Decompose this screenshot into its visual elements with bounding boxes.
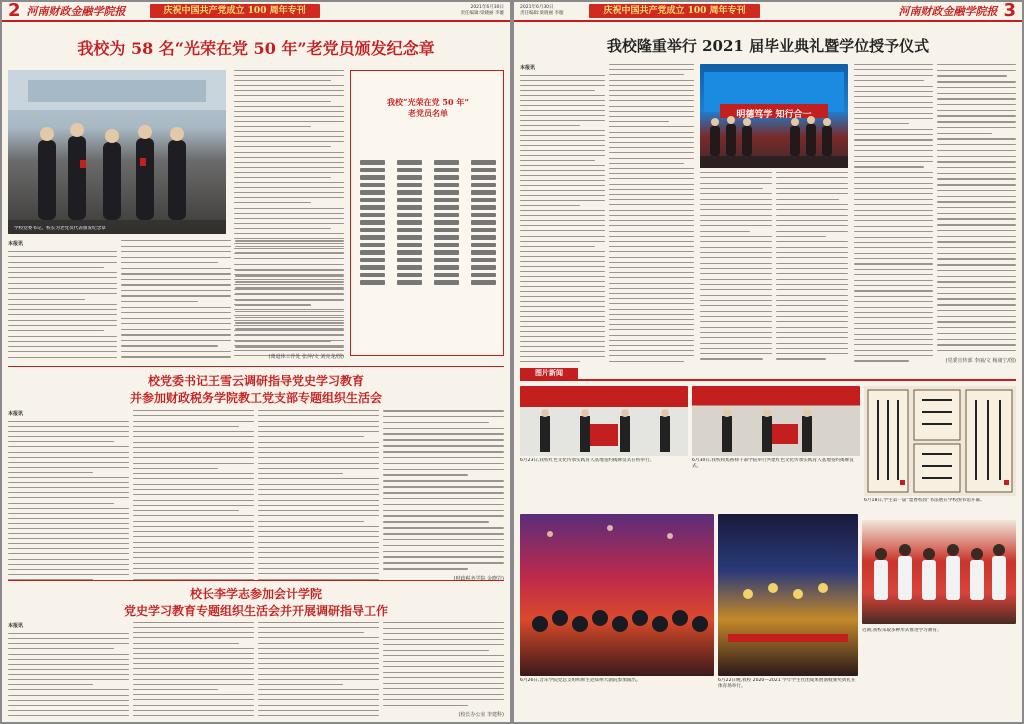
left-page-number: 2	[8, 2, 21, 21]
graduation-story-middle-columns	[700, 172, 848, 362]
study-activity-art	[862, 520, 1016, 624]
graduation-ceremony-photo	[700, 64, 848, 168]
right-date-box	[520, 5, 563, 17]
photo-news-tag: 图片新闻	[520, 368, 578, 379]
divider-2	[8, 580, 504, 581]
story-2-lead: 本报讯	[8, 411, 24, 417]
story-2-byline	[383, 575, 504, 582]
concert-art	[520, 514, 714, 676]
right-banner: 庆祝中国共产党成立 100 周年专刊	[589, 4, 759, 18]
story-3-lead: 本报讯	[8, 623, 24, 629]
left-headline-2b: 并参加财政税务学院教工党支部专题组织生活会	[129, 391, 382, 405]
right-page-number: 3	[1003, 2, 1016, 21]
names-box-title: 我校“光荣在党 50 年” 老党员名单	[387, 97, 469, 118]
story-3-columns	[8, 622, 504, 718]
gallery-photo-3	[864, 386, 1016, 496]
right-page	[514, 2, 1022, 722]
photo-1-caption: 学校党委书记、校长为老党员代表颁发纪念章	[14, 226, 106, 232]
gallery-rule	[520, 379, 1016, 381]
ceremony-banner-text: 明德笃学 知行合一	[736, 110, 812, 120]
gallery-photo-4	[520, 514, 714, 676]
story-3-byline: (校长办公室 李建科)	[458, 712, 504, 718]
graduation-story-lead: 本报讯	[520, 65, 536, 71]
right-masthead	[514, 2, 1022, 22]
left-page	[2, 2, 510, 722]
left-headline-1: 我校为 58 名“光荣在党 50 年”老党员颁发纪念章	[77, 39, 435, 58]
story-1-byline: (离退休工作处 张萍/文 刘亮龙/图)	[268, 353, 344, 360]
ceremony-photo-1	[8, 70, 226, 234]
story-2-columns	[8, 410, 504, 582]
gallery-caption-1: 6月23日,我校红色文化传承实践育人基地签约揭牌仪式在校举行。	[520, 458, 655, 463]
left-banner: 庆祝中国共产党成立 100 周年专刊	[150, 4, 320, 18]
right-headline: 我校隆重举行 2021 届毕业典礼暨学位授予仪式	[606, 37, 930, 55]
story-1-columns	[8, 240, 344, 360]
right-issue-date: 2021年6月30日	[520, 5, 554, 10]
gallery-caption-3: 6月18日,学生第一届“墨香校园”书法展在学校图书馆开幕。	[864, 498, 985, 503]
gallery-caption-4: 6月26日,音乐学院党总支组织师生赴郑州大剧院参加演出。	[520, 678, 641, 683]
left-issue-date: 2021年6月30日	[470, 5, 504, 10]
gallery-photo-1-art	[520, 386, 688, 456]
graduation-story-byline: (党委宣传部 李丽/文 杨康宁/图)	[945, 357, 1016, 364]
party-members-list-box	[350, 70, 504, 356]
gallery-photo-6	[862, 520, 1016, 624]
left-headline-3b: 党史学习教育专题组织生活会并开展调研指导工作	[123, 604, 388, 618]
photo-figures	[8, 70, 226, 234]
right-editor-line: 责任编辑:梁晓丽 李璇	[520, 11, 564, 16]
left-paper-name: 河南财政金融学院报	[26, 5, 126, 18]
gallery-photo-2-art	[692, 386, 860, 456]
gallery-caption-2: 6月30日,我校和焦裕禄干部学院举行共建红色文化传承实践育人基地签约揭牌仪式。	[692, 458, 854, 469]
left-date-box	[461, 5, 504, 17]
story-1-lead: 本报讯	[8, 241, 24, 247]
gallery-photo-2	[692, 386, 860, 456]
left-headline-3a: 校长李学志参加会计学院	[189, 587, 322, 601]
gallery-photo-1	[520, 386, 688, 456]
left-headline-2a: 校党委书记王雪云调研指导党史学习教育	[147, 374, 364, 388]
gallery-photo-5	[718, 514, 858, 676]
calligraphy-art	[864, 386, 1016, 496]
divider-1	[8, 366, 504, 367]
right-paper-name: 河南财政金融学院报	[898, 5, 998, 18]
club-showcase-art	[718, 514, 858, 676]
gallery-caption-6: 近期,我校采取多种形式推进学习教育。	[862, 628, 942, 633]
left-masthead	[2, 2, 510, 22]
names-grid	[357, 159, 499, 286]
graduation-story-right-columns	[854, 64, 1016, 364]
gallery-caption-5: 6月22日晚,我校 2020—2021 学年学生社团成果展演暨颁奖典礼在体育场举行。	[718, 678, 856, 689]
graduation-story-left-columns	[520, 64, 694, 364]
left-editor-line: 责任编辑:梁晓丽 李璇	[460, 11, 504, 16]
